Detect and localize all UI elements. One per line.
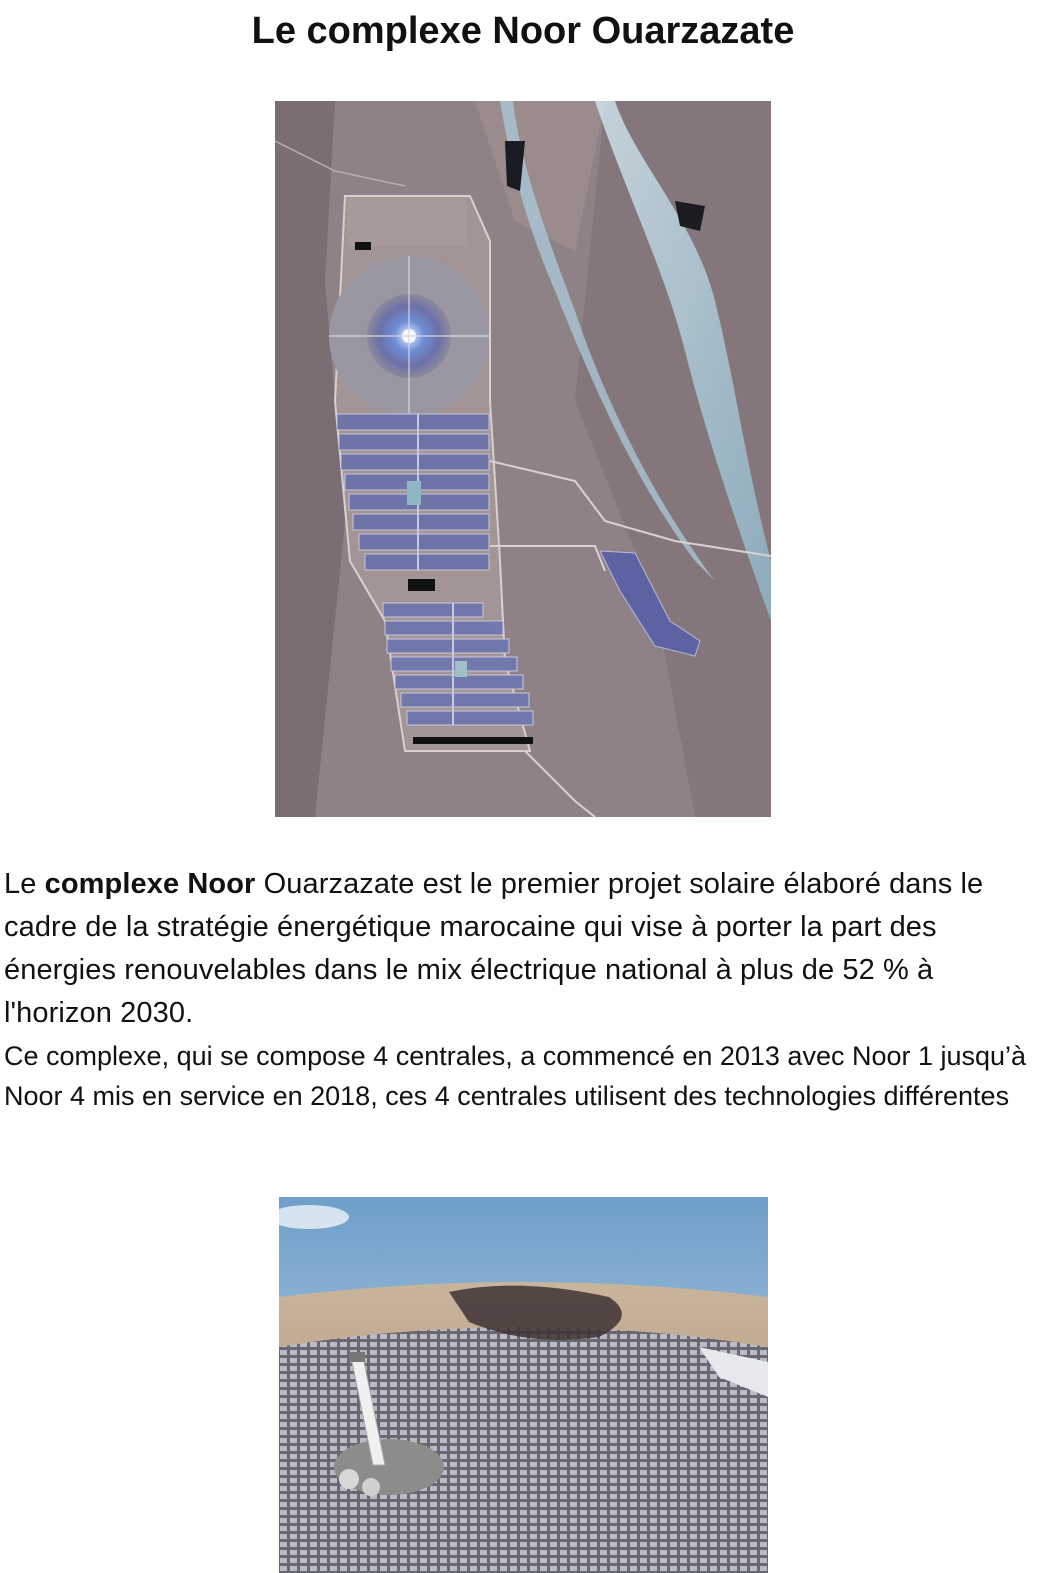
- intro-bold: complexe Noor: [44, 868, 256, 900]
- page-title: Le complexe Noor Ouarzazate: [251, 10, 795, 52]
- intro-part2: Ouarzazate est le premier projet solaire élaboré dans le cadre de la stratégie énergétique marocaine qui vise à porter la part des énergies renouvelables dans le mix électrique national à plus de 52 % à l'horizon 2030.: [4, 868, 984, 1029]
- intro-part1: Le: [4, 868, 45, 900]
- intro-paragraph: [4, 863, 1036, 1035]
- details-paragraph: Ce complexe, qui se compose 4 centrales, a commencé en 2013 avec Noor 1 jusqu’à Noor 4 mis en service en 2018, ces 4 centrales utilisent des technologies différentes: [4, 1041, 1027, 1111]
- satellite-photo: [275, 101, 771, 817]
- aerial-tower-photo: [279, 1197, 768, 1573]
